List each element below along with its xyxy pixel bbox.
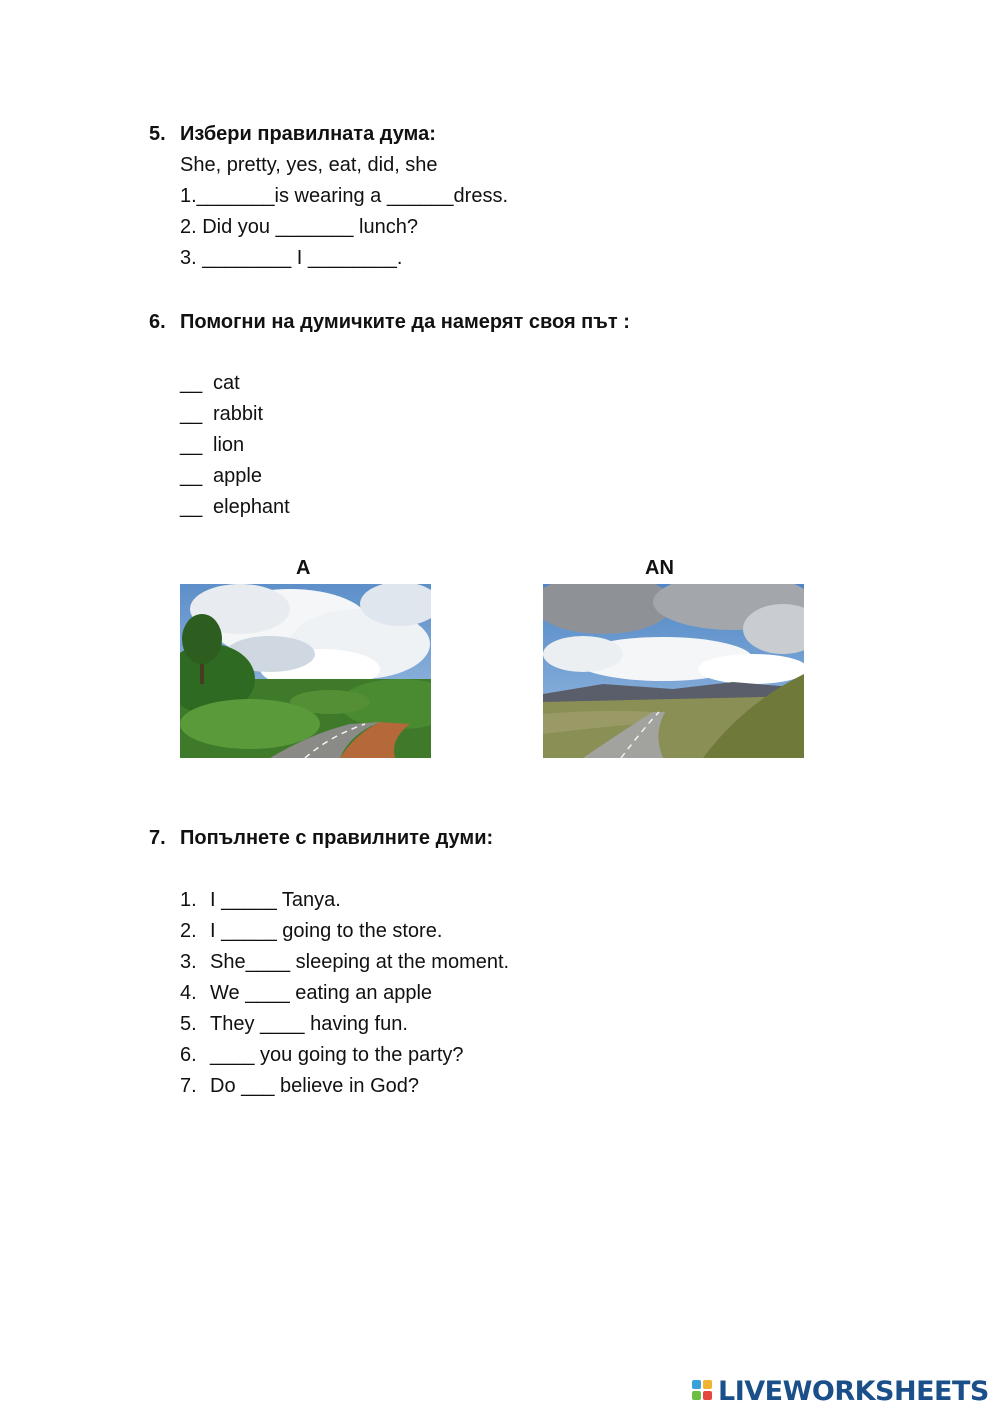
word-label: rabbit — [213, 403, 264, 425]
road-photo-a[interactable] — [180, 584, 431, 758]
list-number: 5. — [180, 1013, 197, 1035]
section7-title: Попълнете с правилните думи: — [180, 827, 494, 849]
word-label: elephant — [213, 496, 290, 518]
word-label: lion — [213, 434, 245, 456]
road-label-a: A — [296, 557, 311, 579]
road-photo-an[interactable] — [543, 584, 804, 758]
list-number: 7. — [180, 1075, 197, 1097]
list-number: 3. — [180, 951, 197, 973]
road-label-an: AN — [645, 557, 674, 579]
list-item: I _____ going to the store. — [210, 920, 443, 942]
list-item: They ____ having fun. — [210, 1013, 408, 1035]
blank-field[interactable]: __ — [180, 403, 203, 425]
list-number: 1. — [180, 889, 197, 911]
liveworksheets-logo[interactable] — [692, 1376, 989, 1407]
section5-number: 5. — [149, 123, 166, 145]
word-label: cat — [213, 372, 240, 394]
blank-field[interactable]: __ — [180, 372, 203, 394]
list-item: ____ you going to the party? — [210, 1044, 464, 1066]
list-number: 6. — [180, 1044, 197, 1066]
list-number: 2. — [180, 920, 197, 942]
section5-word-bank: She, pretty, yes, eat, did, she — [180, 154, 438, 176]
section5-item: 1._______is wearing a ______dress. — [180, 185, 509, 207]
blank-field[interactable]: __ — [180, 496, 203, 518]
section5-title: Избери правилната дума: — [180, 123, 436, 145]
section6-number: 6. — [149, 311, 166, 333]
section5-item: 3. ________ I ________. — [180, 247, 403, 269]
section6-title: Помогни на думичките да намерят своя път : — [180, 311, 630, 333]
list-number: 4. — [180, 982, 197, 1004]
blank-field[interactable]: __ — [180, 434, 203, 456]
list-item: Do ___ believe in God? — [210, 1075, 420, 1097]
section7-number: 7. — [149, 827, 166, 849]
list-item: We ____ eating an apple — [210, 982, 433, 1004]
word-label: apple — [213, 465, 262, 487]
list-item: She____ sleeping at the moment. — [210, 951, 510, 973]
list-item: I _____ Tanya. — [210, 889, 341, 911]
section5-item: 2. Did you _______ lunch? — [180, 216, 418, 238]
brand-name: LIVEWORKSHEETS — [718, 1376, 989, 1407]
logo-mark-icon — [692, 1380, 714, 1404]
blank-field[interactable]: __ — [180, 465, 203, 487]
